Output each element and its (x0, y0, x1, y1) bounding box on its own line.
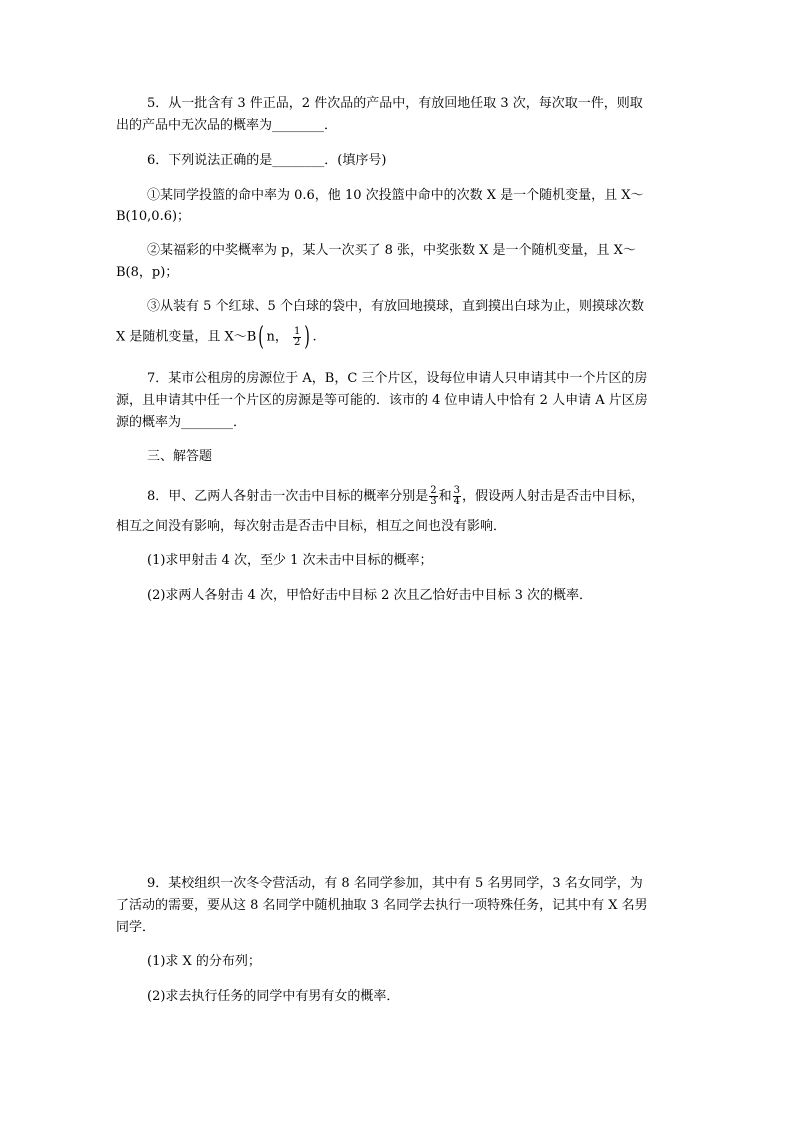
q6-item2-line-1: ②某福彩的中奖概率为 p，某人一次买了 8 张，中奖张数 X 是一个随机变量，且 X～ (147, 243, 636, 258)
fraction-three-quarters (453, 486, 461, 507)
fraction-denominator: 2 (294, 336, 301, 348)
q6-item2-line-2: B(8，p)； (116, 265, 179, 280)
q8-sub-2: (2)求两人各射击 4 次，甲恰好击中目标 2 次且乙恰好击中目标 3 次的概率． (147, 588, 593, 603)
fraction-half (293, 327, 301, 348)
fraction-numerator: 1 (294, 325, 301, 337)
q6-stem: 6．下列说法正确的是________．(填序号) (147, 153, 387, 168)
fraction-numerator: 2 (430, 485, 437, 496)
fraction-numerator: 3 (453, 485, 461, 496)
q7-line-3: 源的概率为________． (116, 415, 247, 430)
q8-line-1 (147, 486, 644, 508)
q6-item3-line-2 (116, 324, 317, 350)
q9-line-3: 同学． (116, 920, 156, 935)
q7-line-1: 7．某市公租房的房源位于 A，B，C 三个片区，设每位申请人只申请其中一个片区的房 (147, 371, 648, 386)
q7-line-2: 源，且申请其中任一个片区的房源是等可能的．该市的 4 位申请人中恰有 2 人申请 A 片区房 (116, 393, 648, 408)
q6-item3-n: n， (266, 329, 288, 345)
section-heading: 三、解答题 (147, 449, 213, 464)
q6-item3-text: X 是随机变量，且 X～B (116, 329, 257, 345)
q8-and: 和 (438, 489, 452, 504)
q5-line-1: 5．从一批含有 3 件正品，2 件次品的产品中，有放回地任取 3 次，每次取一件，则取 (147, 96, 643, 111)
q8-line-2: 相互之间没有影响，每次射击是否击中目标，相互之间也没有影响． (116, 519, 507, 534)
q9-line-1: 9．某校组织一次冬令营活动，有 8 名同学参加，其中有 5 名男同学，3 名女同学，为 (147, 876, 643, 891)
q8-text-post: ，假设两人射击是否击中目标， (462, 489, 645, 504)
right-paren: ) (304, 322, 311, 352)
q9-line-2: 了活动的需要，要从这 8 名同学中随机抽取 3 名同学去执行一项特殊任务，记其中有 X 名男 (116, 898, 648, 913)
left-paren: ( (258, 322, 265, 352)
q8-text-pre: 8．甲、乙两人各射击一次击中目标的概率分别是 (147, 489, 429, 504)
q8-sub-1: (1)求甲射击 4 次，至少 1 次未击中目标的概率； (147, 553, 433, 568)
q9-sub-2: (2)求去执行任务的同学中有男有女的概率． (147, 989, 400, 1004)
q6-item3-end: . (312, 329, 317, 345)
q6-item3-line-1: ③从装有 5 个红球、5 个白球的袋中，有放回地摸球，直到摸出白球为止，则摸球次数 (147, 299, 644, 314)
q6-item1-line-2: B(10,0.6)； (116, 209, 191, 224)
fraction-denominator: 4 (453, 496, 461, 507)
fraction-denominator: 3 (430, 496, 437, 507)
q9-sub-1: (1)求 X 的分布列； (147, 954, 261, 969)
q6-item1-line-1: ①某同学投篮的命中率为 0.6，他 10 次投篮中命中的次数 X 是一个随机变量，且 X～ (147, 188, 644, 203)
q5-line-2: 出的产品中无次品的概率为________． (116, 118, 338, 133)
fraction-two-thirds (429, 486, 437, 507)
